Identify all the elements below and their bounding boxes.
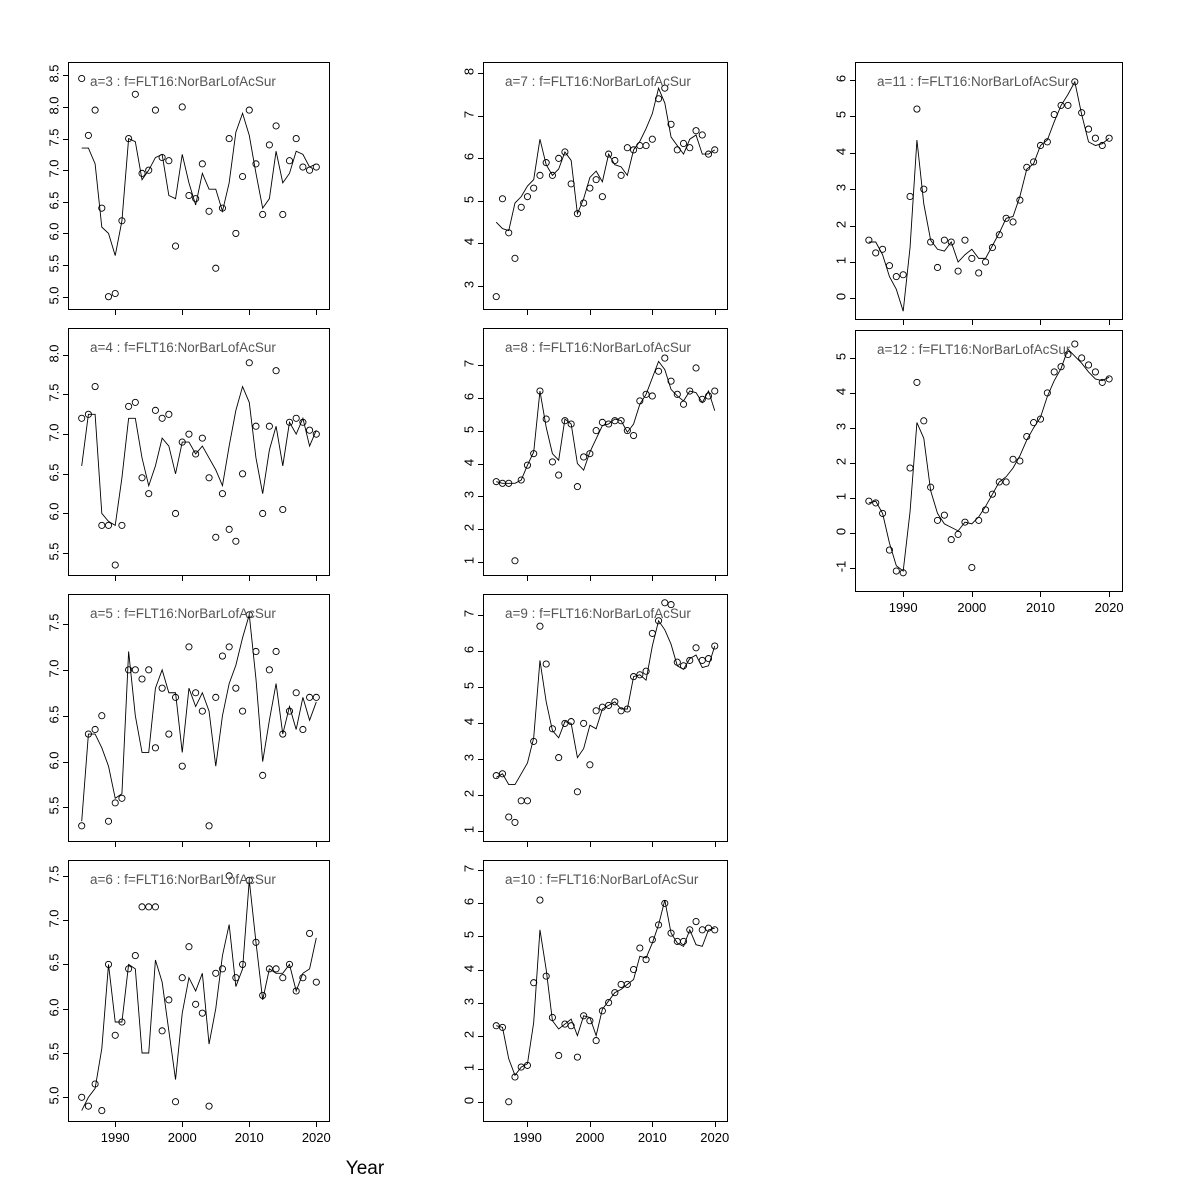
y-tick-label: 0 xyxy=(461,1096,477,1104)
x-tick-mark xyxy=(1109,592,1110,597)
x-tick-label-7-2: 2010 xyxy=(637,1130,667,1145)
x-tick-mark xyxy=(972,592,973,597)
y-tick-label: 0 xyxy=(833,527,849,535)
observed-points xyxy=(866,341,1112,576)
y-tick-label: 5 xyxy=(833,111,849,119)
x-tick-label-9-1: 2000 xyxy=(957,600,987,615)
y-tick-label: 2 xyxy=(833,457,849,465)
y-tick-label: 3 xyxy=(461,491,477,499)
y-tick-label: 4 xyxy=(461,458,477,466)
y-tick-mark xyxy=(850,463,855,464)
x-tick-label-9-0: 1990 xyxy=(888,600,918,615)
y-tick-label: 1 xyxy=(461,557,477,565)
y-tick-label: 4 xyxy=(461,718,477,726)
x-tick-label-7-1: 2000 xyxy=(575,1130,605,1145)
y-tick-label: 5 xyxy=(833,352,849,361)
panel-title-0: a=3 : f=FLT16:NorBarLofAcSur xyxy=(90,74,276,89)
y-tick-label: 6.0 xyxy=(46,222,62,241)
y-tick-label: 4 xyxy=(461,238,477,246)
y-tick-label: 3 xyxy=(833,422,849,430)
y-tick-label: 5 xyxy=(461,682,477,690)
y-tick-label: 1 xyxy=(461,1063,477,1071)
x-tick-label-9-2: 2010 xyxy=(1026,600,1055,615)
y-tick-label: 5.5 xyxy=(46,796,62,816)
y-tick-label: 8.5 xyxy=(46,64,62,83)
y-tick-label: 6 xyxy=(833,74,849,83)
y-tick-label: 3 xyxy=(461,997,477,1005)
y-tick-mark xyxy=(850,533,855,534)
y-tick-label: 3 xyxy=(833,184,849,192)
panel-title-5: a=8 : f=FLT16:NorBarLofAcSur xyxy=(505,340,691,355)
y-tick-label: 4 xyxy=(833,147,849,155)
y-tick-label: 6.5 xyxy=(46,191,62,210)
y-tick-label: 8.0 xyxy=(46,344,62,363)
x-tick-label-3-1: 2000 xyxy=(167,1130,197,1145)
y-tick-mark xyxy=(850,393,855,394)
y-tick-label: 7 xyxy=(461,110,477,118)
plot-canvas xyxy=(856,331,1122,591)
y-tick-label: 5.0 xyxy=(46,1086,62,1105)
y-tick-mark xyxy=(850,498,855,499)
fitted-line xyxy=(869,349,1109,571)
x-tick-mark xyxy=(1040,592,1041,597)
y-tick-label: 2 xyxy=(461,1030,477,1038)
y-tick-label: 1 xyxy=(833,492,849,500)
y-tick-label: 4 xyxy=(461,964,477,972)
y-tick-label: 7.5 xyxy=(46,128,62,147)
y-tick-label: 6.0 xyxy=(46,502,62,522)
plot-area-9 xyxy=(855,330,1123,592)
panel-title-3: a=6 : f=FLT16:NorBarLofAcSur xyxy=(90,872,276,887)
y-tick-label: 6.0 xyxy=(46,998,62,1017)
y-tick-label: 6.0 xyxy=(46,751,62,770)
x-tick-label-7-3: 2020 xyxy=(700,1130,730,1145)
y-tick-label: 6 xyxy=(461,153,477,161)
panel-title-8: a=11 : f=FLT16:NorBarLofAcSur xyxy=(877,74,1070,89)
panel-title-7: a=10 : f=FLT16:NorBarLofAcSur xyxy=(505,872,699,887)
y-tick-label: 5 xyxy=(461,195,477,204)
y-tick-label: 6 xyxy=(461,646,477,654)
y-tick-label: 7.5 xyxy=(46,613,62,632)
y-tick-label: 1 xyxy=(461,826,477,834)
panel-title-1: a=4 : f=FLT16:NorBarLofAcSur xyxy=(90,340,276,355)
y-tick-label: 1 xyxy=(833,256,849,265)
y-tick-label: 2 xyxy=(461,790,477,798)
y-tick-label: 0 xyxy=(833,293,849,301)
y-tick-label: 7.0 xyxy=(46,423,62,442)
y-tick-label: 5.5 xyxy=(46,542,62,561)
x-tick-label-3-2: 2010 xyxy=(234,1130,264,1145)
y-tick-label: 6.5 xyxy=(46,953,62,972)
y-tick-label: 7.5 xyxy=(46,383,62,403)
y-tick-label: 2 xyxy=(833,220,849,228)
y-tick-label: 7 xyxy=(461,610,477,618)
y-tick-label: 7.5 xyxy=(46,865,62,884)
y-tick-label: 7.0 xyxy=(46,909,62,928)
y-tick-label: 8 xyxy=(461,68,477,76)
y-tick-mark xyxy=(850,428,855,429)
y-tick-label: 6 xyxy=(461,392,477,400)
y-tick-label: 5 xyxy=(461,931,477,939)
y-tick-label: 5.0 xyxy=(46,286,62,305)
y-tick-label: 7 xyxy=(461,359,477,367)
x-axis-label: Year xyxy=(345,1158,385,1179)
y-tick-label: 7.0 xyxy=(46,159,62,178)
y-tick-label: 7.0 xyxy=(46,659,62,678)
panel-title-2: a=5 : f=FLT16:NorBarLofAcSur xyxy=(90,606,276,621)
panel-title-6: a=9 : f=FLT16:NorBarLofAcSur xyxy=(505,606,691,621)
x-tick-label-3-3: 2020 xyxy=(301,1130,331,1145)
y-tick-label: 6.5 xyxy=(46,705,62,724)
x-tick-label-9-3: 2020 xyxy=(1094,600,1124,615)
y-tick-label: 3 xyxy=(461,754,477,762)
y-tick-label: 5.5 xyxy=(46,1042,62,1061)
y-tick-mark xyxy=(850,358,855,359)
y-tick-mark xyxy=(850,568,855,569)
panel-title-4: a=7 : f=FLT16:NorBarLofAcSur xyxy=(505,74,691,89)
y-tick-label: 2 xyxy=(461,524,477,532)
x-tick-label-7-0: 1990 xyxy=(512,1130,542,1145)
y-tick-label: 4 xyxy=(833,387,849,395)
y-tick-label: 6 xyxy=(461,898,477,906)
y-tick-label: 7 xyxy=(461,865,477,873)
panel-title-9: a=12 : f=FLT16:NorBarLofAcSur xyxy=(877,342,1071,357)
x-tick-label-3-0: 1990 xyxy=(100,1130,130,1145)
y-tick-label: 3 xyxy=(461,280,477,289)
x-tick-mark xyxy=(903,592,904,597)
y-tick-label: 8.0 xyxy=(46,96,62,115)
y-tick-label: 6.5 xyxy=(46,463,62,482)
y-tick-label: 5 xyxy=(461,425,477,433)
y-tick-label: 5.5 xyxy=(46,254,62,273)
y-tick-label: -1 xyxy=(833,560,849,572)
